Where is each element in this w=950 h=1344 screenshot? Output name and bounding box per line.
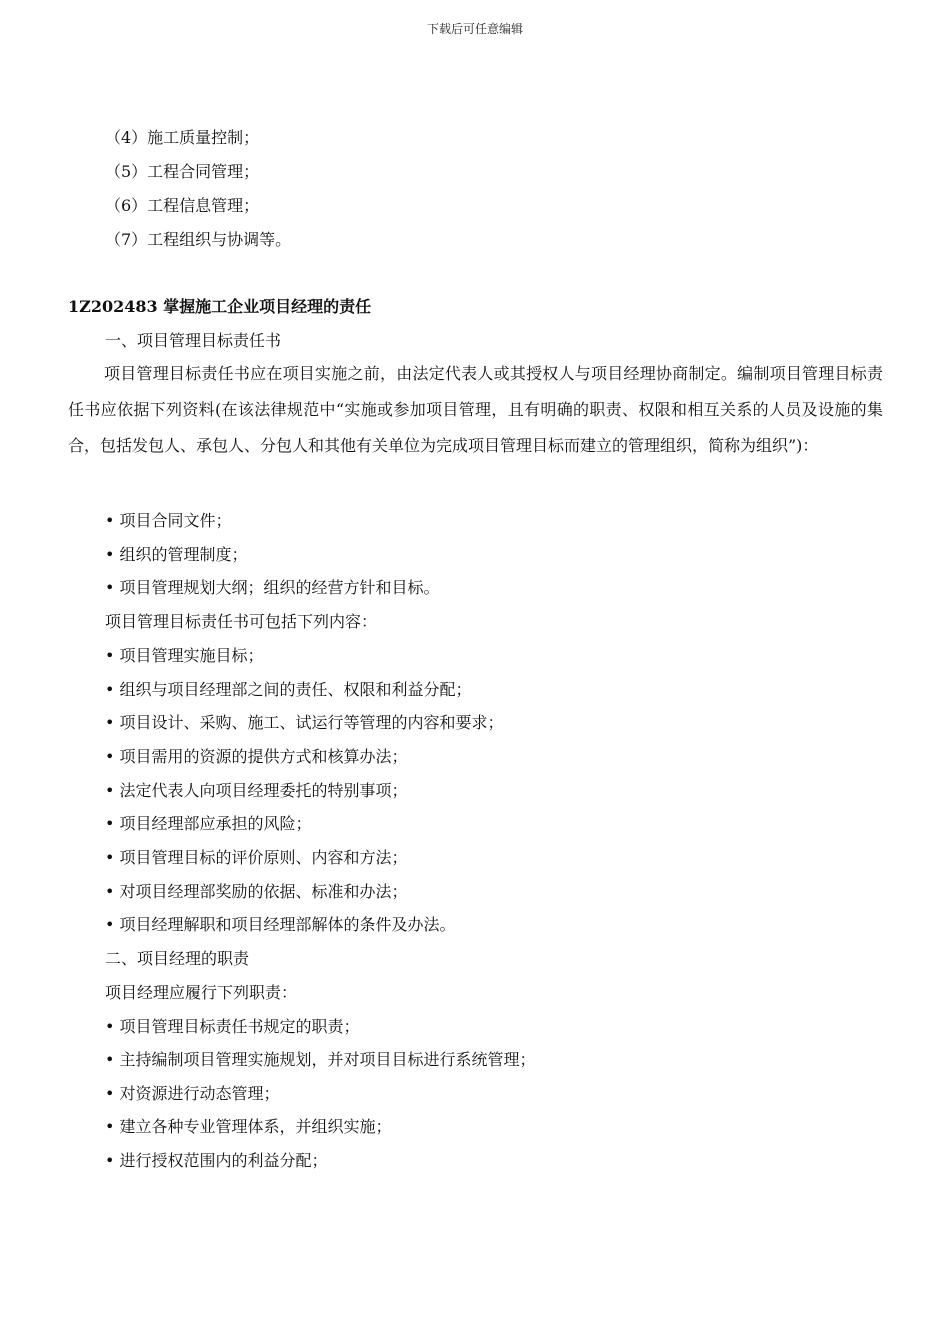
list-item: • 项目管理规划大纲；组织的经营方针和目标。 (105, 578, 440, 597)
list-item: • 对资源进行动态管理； (105, 1084, 280, 1103)
subsection-heading: 一、项目管理目标责任书 (105, 331, 282, 350)
list-item: • 进行授权范围内的利益分配； (105, 1151, 328, 1170)
list-item: • 项目合同文件； (105, 511, 232, 530)
list-item: • 法定代表人向项目经理委托的特别事项； (105, 781, 408, 800)
list-item: • 项目管理目标的评价原则、内容和方法； (105, 848, 408, 867)
list-item: • 项目需用的资源的提供方式和核算办法； (105, 747, 408, 766)
list-intro: 项目经理应履行下列职责： (105, 983, 298, 1002)
list-item: （5）工程合同管理； (105, 162, 260, 181)
list-item: • 项目管理目标责任书规定的职责； (105, 1017, 360, 1036)
list-item: • 主持编制项目管理实施规划，并对项目目标进行系统管理； (105, 1050, 536, 1069)
list-item: （6）工程信息管理； (105, 196, 260, 215)
list-item: （7）工程组织与协调等。 (105, 230, 292, 249)
list-item: • 组织与项目经理部之间的责任、权限和利益分配； (105, 680, 472, 699)
list-intro: 项目管理目标责任书可包括下列内容： (105, 612, 378, 631)
list-item: （4）施工质量控制； (105, 128, 260, 147)
body-paragraph: 项目管理目标责任书应在项目实施之前，由法定代表人或其授权人与项目经理协商制定。编制项目管理目标责任书应依据下列资料(在该法律规范中“实施或参加项目管理，且有明确的职责、权限和相互关系的人员及设施的集合，包括发包人、承包人、分包人和其他有关单位为完成项目管理目标而建立的管理组织，简称为组织”)： (68, 364, 883, 455)
list-item: • 项目设计、采购、施工、试运行等管理的内容和要求； (105, 713, 504, 732)
list-item: • 项目经理部应承担的风险； (105, 814, 312, 833)
list-item: • 建立各种专业管理体系，并组织实施； (105, 1117, 392, 1136)
list-item: • 项目管理实施目标； (105, 646, 264, 665)
list-item: • 对项目经理部奖励的依据、标准和办法； (105, 882, 408, 901)
list-item: • 组织的管理制度； (105, 545, 248, 564)
list-item: • 项目经理解职和项目经理部解体的条件及办法。 (105, 915, 456, 934)
subsection-heading: 二、项目经理的职责 (105, 949, 250, 968)
page-header: 下载后可任意编辑 (426, 22, 523, 36)
section-title: 1Z202483 掌握施工企业项目经理的责任 (68, 297, 372, 316)
